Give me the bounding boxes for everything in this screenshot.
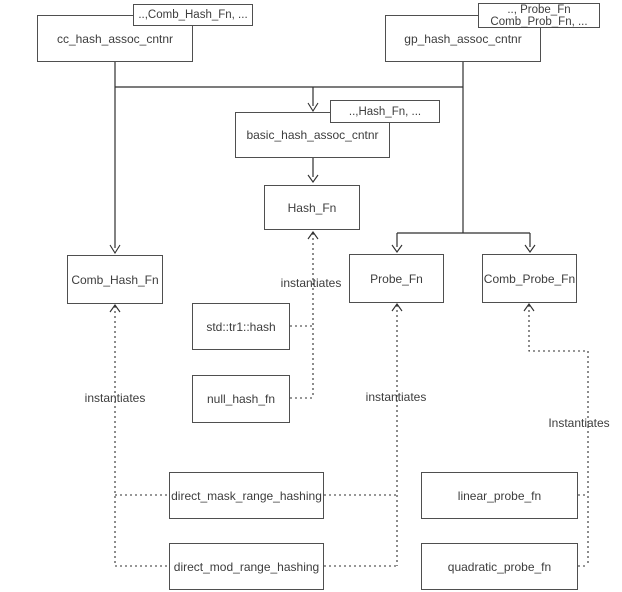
node-std-tr1-hash [192, 303, 290, 350]
param-text-line1: .., Probe_Fn [507, 3, 571, 16]
node-label: direct_mask_range_hashing [171, 488, 322, 503]
node-label: Probe_Fn [370, 271, 423, 286]
node-comb-probe-fn [482, 254, 577, 303]
node-label: Comb_Hash_Fn [71, 272, 159, 287]
param-label-cc [133, 4, 253, 26]
param-text-line2: Comb_Prob_Fn, ... [490, 15, 588, 28]
param-text: ..,Hash_Fn, ... [348, 105, 422, 118]
edge-label-probe-instantiates: instantiates [365, 390, 427, 404]
node-label: std::tr1::hash [206, 319, 276, 334]
node-direct-mask-range-hashing [169, 472, 324, 519]
param-label-basic [330, 100, 440, 123]
node-label: quadratic_probe_fn [447, 559, 552, 574]
node-direct-mod-range-hashing [169, 543, 324, 590]
node-label: Comb_Probe_Fn [483, 271, 576, 286]
node-label: Hash_Fn [287, 200, 337, 215]
node-label: linear_probe_fn [457, 488, 542, 503]
node-label: basic_hash_assoc_cntnr [246, 128, 379, 142]
param-label-gp [478, 3, 600, 28]
edge-instantiate-comb-probe-fn [529, 305, 588, 566]
node-label: gp_hash_assoc_cntnr [404, 31, 522, 46]
node-label: null_hash_fn [206, 392, 276, 406]
node-label: direct_mod_range_hashing [173, 559, 320, 574]
node-probe-fn [349, 254, 444, 303]
edge-label-comb-hash-instantiates: instantiates [84, 391, 146, 405]
node-comb-hash-fn [67, 255, 163, 304]
node-hash-fn [264, 185, 360, 230]
node-null-hash-fn [192, 375, 290, 423]
edge-label-comb-probe-instantiates: Instantiates [548, 416, 610, 430]
edge-label-hash-instantiates: instantiates [280, 276, 342, 290]
node-label: cc_hash_assoc_cntnr [56, 31, 174, 46]
node-linear-probe-fn [421, 472, 578, 519]
node-quadratic-probe-fn [421, 543, 578, 590]
param-text: ..,Comb_Hash_Fn, ... [138, 9, 248, 21]
